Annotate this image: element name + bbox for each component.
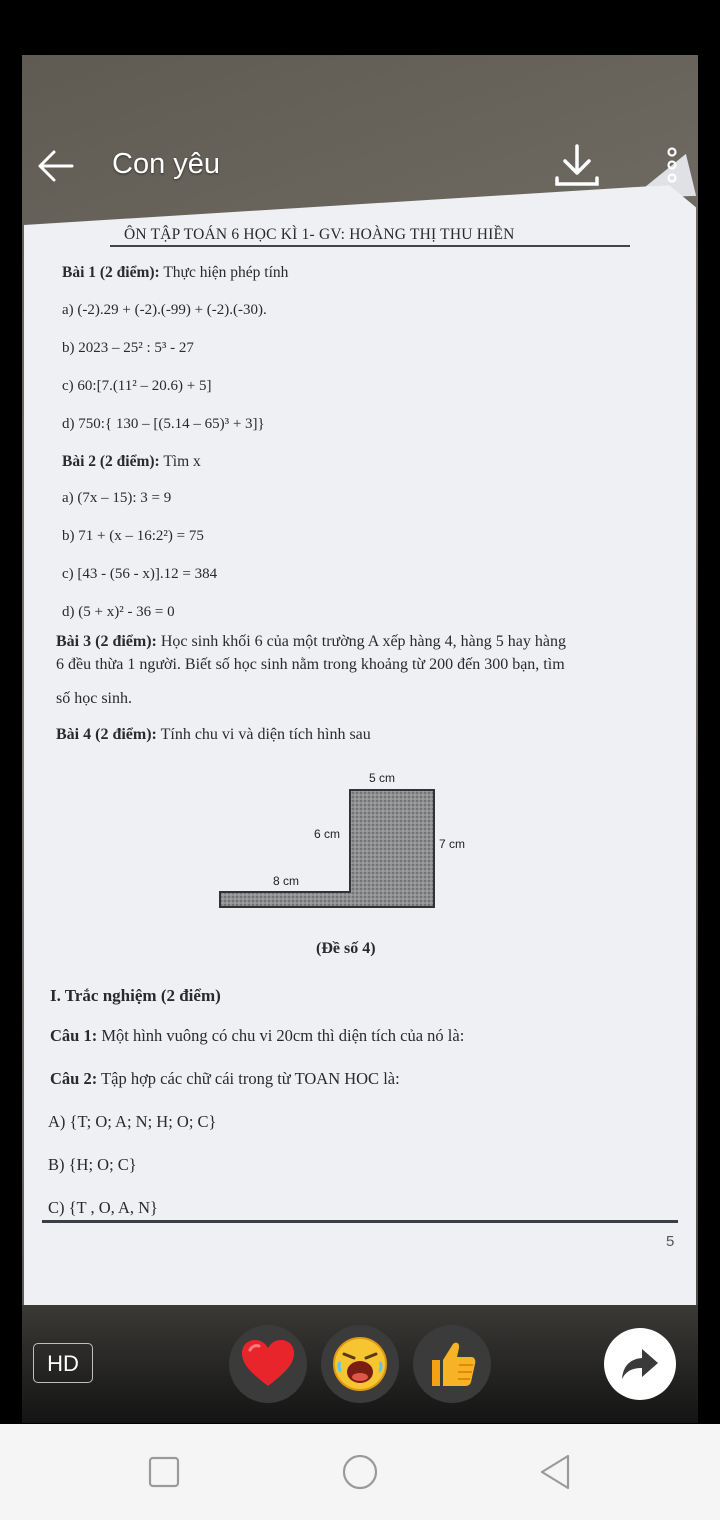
cau2-text: Tập hợp các chữ cái trong từ TOAN HOC là: xyxy=(101,1069,400,1088)
hd-toggle-button[interactable]: HD xyxy=(33,1343,93,1383)
bai3-line2: 6 đều thừa 1 người. Biết số học sinh nằm trong khoảng từ 200 đến 300 bạn, tìm xyxy=(56,656,565,673)
reaction-heart-button[interactable] xyxy=(229,1325,307,1403)
laughing-face-icon xyxy=(332,1336,388,1392)
bai1-item-d: d) 750:{ 130 – [(5.14 – 65)³ + 3]} xyxy=(62,416,265,432)
cau1-text: Một hình vuông có chu vi 20cm thì diện tích của nó là: xyxy=(101,1026,465,1045)
option-b: B) {H; O; C} xyxy=(48,1155,137,1174)
page-number: 5 xyxy=(666,1233,675,1250)
shape-figure xyxy=(200,760,490,920)
share-button[interactable] xyxy=(604,1328,676,1400)
label-top: 5 cm xyxy=(369,771,396,785)
chat-title: Con yêu xyxy=(112,148,221,180)
triangle-back-icon xyxy=(536,1452,576,1492)
bai2-heading: Bài 2 (2 điểm): xyxy=(62,453,160,470)
bai1-item-c: c) 60:[7.(11² – 20.6) + 5] xyxy=(62,378,212,394)
download-button[interactable] xyxy=(552,142,602,188)
heart-icon xyxy=(240,1338,296,1390)
thumbs-up-icon xyxy=(426,1338,478,1390)
bai2-item-b: b) 71 + (x – 16:2²) = 75 xyxy=(62,528,204,544)
bai1-heading: Bài 1 (2 điểm): xyxy=(62,264,160,281)
bai3-line3: số học sinh. xyxy=(56,690,132,707)
bai1-item-a: a) (-2).29 + (-2).(-99) + (-2).(-30). xyxy=(62,302,267,318)
home-button[interactable] xyxy=(340,1452,380,1492)
back-nav-button[interactable] xyxy=(536,1452,576,1492)
more-vertical-icon xyxy=(660,146,684,186)
back-button[interactable] xyxy=(36,148,76,184)
square-icon xyxy=(144,1452,184,1492)
bai2-title xyxy=(62,453,201,471)
bottom-rule xyxy=(42,1220,678,1223)
bai1-title xyxy=(62,264,288,282)
bai2-instruction: Tìm x xyxy=(163,453,201,470)
label-bottom: 8 cm xyxy=(273,874,300,888)
bai4-instruction: Tính chu vi và diện tích hình sau xyxy=(160,726,371,743)
system-navigation-bar xyxy=(0,1424,720,1520)
download-icon xyxy=(552,142,602,188)
bai3-line1 xyxy=(56,633,566,651)
reaction-like-button[interactable] xyxy=(413,1325,491,1403)
reaction-laugh-button[interactable] xyxy=(321,1325,399,1403)
bai4-heading: Bài 4 (2 điểm): xyxy=(56,726,157,743)
share-arrow-icon xyxy=(620,1347,660,1381)
arrow-left-icon xyxy=(36,148,76,184)
de-so-label: (Đề số 4) xyxy=(316,940,376,957)
bai3-heading: Bài 3 (2 điểm): xyxy=(56,633,157,650)
recent-apps-button[interactable] xyxy=(144,1452,184,1492)
header-underline xyxy=(110,245,630,247)
bai1-instruction: Thực hiện phép tính xyxy=(163,264,289,281)
bai4-title xyxy=(56,726,371,744)
label-right: 7 cm xyxy=(439,837,466,851)
more-options-button[interactable] xyxy=(660,146,684,186)
bai2-item-a: a) (7x – 15): 3 = 9 xyxy=(62,490,172,506)
option-a: A) {T; O; A; N; H; O; C} xyxy=(48,1112,217,1131)
bai1-item-b: b) 2023 – 25² : 5³ - 27 xyxy=(62,340,194,356)
option-c: C) {T , O, A, N} xyxy=(48,1198,158,1217)
bai3-text-1: Học sinh khối 6 của một trường A xếp hàng 4, hàng 5 hay hàng xyxy=(160,633,566,650)
document-header: ÔN TẬP TOÁN 6 HỌC KÌ 1- GV: HOÀNG THỊ THU HIỀN xyxy=(124,226,515,243)
circle-icon xyxy=(340,1452,380,1492)
cau1-label: Câu 1: xyxy=(50,1026,98,1045)
bai2-item-d: d) (5 + x)² - 36 = 0 xyxy=(62,604,175,620)
cau2 xyxy=(50,1069,400,1089)
section-title: I. Trắc nghiệm (2 điểm) xyxy=(50,986,221,1005)
cau2-label: Câu 2: xyxy=(50,1069,98,1088)
label-inner: 6 cm xyxy=(314,827,341,841)
cau1 xyxy=(50,1026,464,1046)
bai2-item-c: c) [43 - (56 - x)].12 = 384 xyxy=(62,566,218,582)
figure-shape xyxy=(220,790,434,907)
